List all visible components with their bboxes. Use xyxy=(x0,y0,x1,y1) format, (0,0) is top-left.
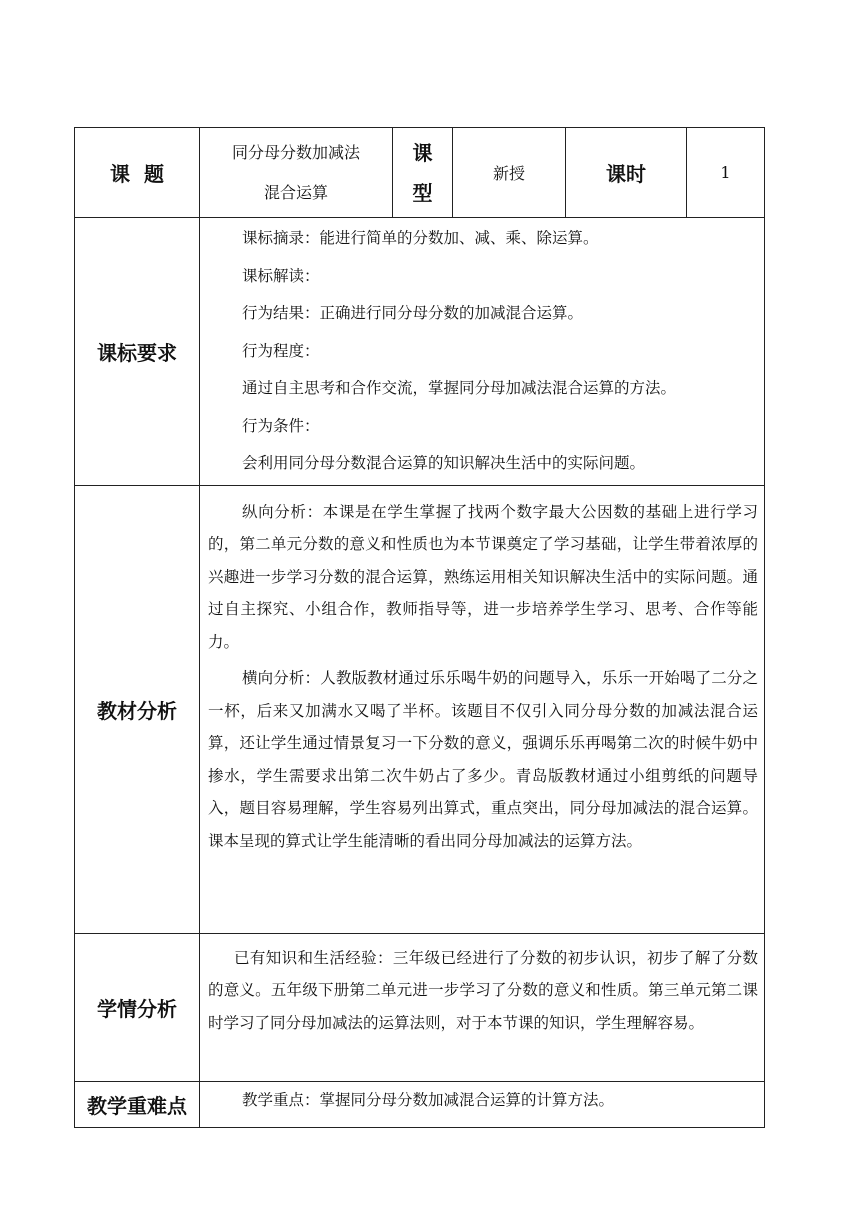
standards-line: 课标解读： xyxy=(242,266,320,285)
standards-label: 课标要求 xyxy=(75,218,200,486)
students-paragraph: 已有知识和生活经验：三年级已经进行了分数的初步认识，初步了解了分数的意义。五年级下册第二单元进一步学习了分数的意义和性质。第三单元第二课时学习了同分母加减法的运算法则，对于本节课的知识，学生理解容易。 xyxy=(208,948,758,1032)
topic-value xyxy=(200,128,393,218)
students-label: 学情分析 xyxy=(75,933,200,1081)
period-value: 1 xyxy=(687,128,765,218)
lesson-type-label-2: 型 xyxy=(412,180,433,205)
lesson-type-label-1: 课 xyxy=(412,140,433,165)
standards-row xyxy=(75,218,765,486)
textbook-row xyxy=(75,485,765,933)
period-label: 课时 xyxy=(566,128,687,218)
textbook-paragraph-horizontal: 横向分析：人教版教材通过乐乐喝牛奶的问题导入，乐乐一开始喝了二分之一杯，后来又加满水又喝了半杯。该题目不仅引入同分母分数的加减法混合运算，还让学生通过情景复习一下分数的意义，强调乐乐再喝第二次的时候牛奶中掺水，学生需要求出第二次牛奶占了多少。青岛版教材通过小组剪纸的问题导入，题目容易理解，学生容易列出算式，重点突出，同分母加减法的混合运算。课本呈现的算式让学生能清晰的看出同分母加减法的运算方法。 xyxy=(208,669,758,850)
standards-line: 会利用同分母分数混合运算的知识解决生活中的实际问题。 xyxy=(242,454,646,472)
standards-line: 通过自主思考和合作交流，掌握同分母加减法混合运算的方法。 xyxy=(242,379,677,397)
standards-line: 行为条件： xyxy=(242,416,320,435)
standards-line: 行为程度： xyxy=(242,341,320,360)
header-row xyxy=(75,128,765,218)
textbook-label: 教材分析 xyxy=(75,485,200,933)
students-row xyxy=(75,933,765,1081)
textbook-paragraph-vertical: 纵向分析：本课是在学生掌握了找两个数字最大公因数的基础上进行学习的，第二单元分数的意义和性质也为本节课奠定了学习基础，让学生带着浓厚的兴趣进一步学习分数的混合运算，熟练运用相关知识解决生活中的实际问题。通过自主探究、小组合作，教师指导等，进一步培养学生学习、思考、合作等能力。 xyxy=(208,502,758,651)
keypoints-text: 教学重点：掌握同分母分数加减混合运算的计算方法。 xyxy=(242,1090,615,1109)
topic-line-2: 混合运算 xyxy=(263,182,328,202)
lesson-type-label xyxy=(393,128,453,218)
keypoints-row xyxy=(75,1081,765,1127)
lesson-type-value: 新授 xyxy=(453,128,566,218)
keypoints-label: 教学重难点 xyxy=(75,1081,200,1127)
textbook-content xyxy=(200,485,765,933)
topic-label: 课 题 xyxy=(75,128,200,218)
topic-line-1: 同分母分数加减法 xyxy=(231,142,360,162)
lesson-plan-table xyxy=(74,127,765,1128)
standards-content xyxy=(200,218,765,486)
standards-line: 课标摘录：能进行简单的分数加、减、乘、除运算。 xyxy=(242,229,599,247)
standards-line: 行为结果：正确进行同分母分数的加减混合运算。 xyxy=(242,304,584,322)
keypoints-content xyxy=(200,1081,765,1127)
students-content xyxy=(200,933,765,1081)
